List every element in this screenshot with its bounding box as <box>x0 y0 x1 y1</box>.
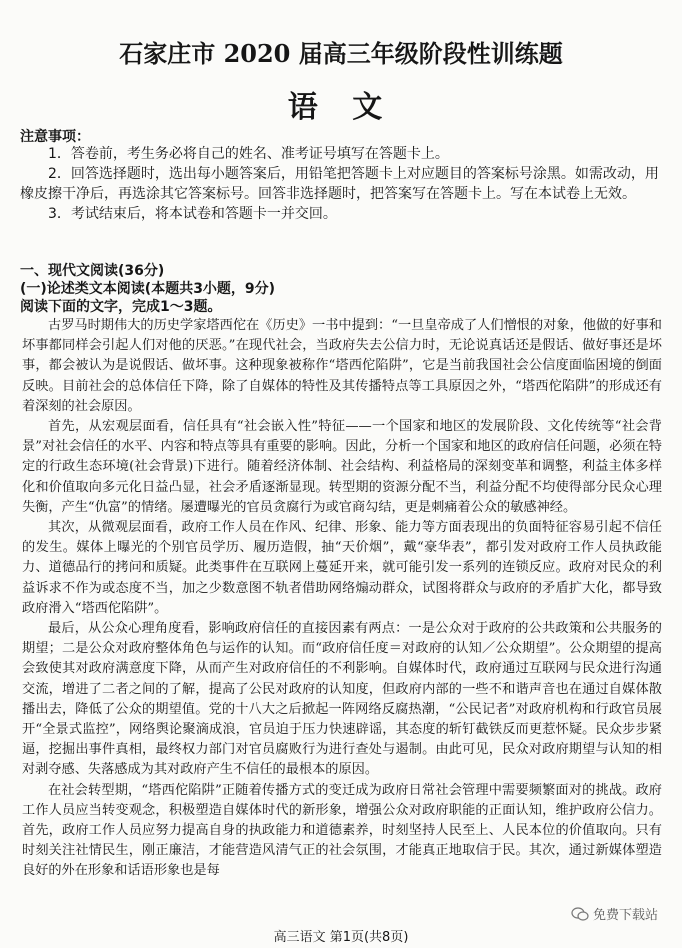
subsection-heading: (一)论述类文本阅读(本题共3小题，9分) <box>20 281 276 297</box>
exam-title: 石家庄市 2020 届高三年级阶段性训练题 <box>119 39 563 68</box>
passage-paragraph: 最后，从公众心理角度看，影响政府信任的直接因素有两点：一是公众对于政府的公共政策和公共服务的期望；二是公众对政府整体角色与运作的认知。而“政府信任度＝对政府的认知／公众期望”。公众期望的提高会致使其对政府满意度下降，从而产生对政府信任的不利影响。自媒体时代，政府通过互联网与民众进行沟通交流，增进了二者之间的了解，提高了公民对政府的认知度，但政府内部的一些不和谐声音也在通过自媒体散播出去，降低了公众的期望值。党的十八大之后掀起一阵网络反腐热潮，“公民记者”对政府机构和行政官员展开“全景式监控”，网络舆论聚滴成浪，官员迫于压力快速辟谣，其态度的斩钉截铁反而更惹怀疑。民众步步紧逼，挖掘出事件真相，最终权力部门对官员腐败行为进行查处与遏制。由此可见，民众对政府期望与认知的相对剥夺感、失落感成为其对政府产生不信任的最根本的原因。 <box>22 621 662 778</box>
page-footer: 高三语文 第1页(共8页) <box>273 930 409 945</box>
passage-paragraph: 在社会转型期，“塔西佗陷阱”正随着传播方式的变迁成为政府日常社会管理中需要频繁面对的挑战。政府工作人员应当转变观念，积极塑造自媒体时代的新形象，增强公众对政府职能的正面认知，维护政府公信力。首先，政府工作人员应努力提高自身的执政能力和道德素养，时刻坚持人民至上、人民本位的价值取向。只有时刻关注社情民生，刚正廉洁，才能营造风清气正的社会氛围，才能真正地取信于民。其次，通过新媒体塑造良好的外在形象和话语形象也是每 <box>22 782 662 879</box>
subject-title: 语 文 <box>287 90 395 125</box>
passage-paragraph: 古罗马时期伟大的历史学家塔西佗在《历史》一书中提到：“一旦皇帝成了人们憎恨的对象，他做的好事和坏事都同样会引起人们对他的厌恶。”在现代社会，当政府失去公信力时，无论说真话还是假话、做好事还是坏事，都会被认为是说假话、做坏事。这种现象被称作“塔西佗陷阱”，它是当前我国社会公信度面临困境的倒面反映。目前社会的总体信任下降，除了自媒体的特性及其传播特点等工具原因之外，“塔西佗陷阱”的形成还有着深刻的社会原因。 <box>22 318 662 414</box>
note-item: 1．答卷前，考生务必将自己的姓名、准考证号填写在答题卡上。 <box>48 146 449 162</box>
wechat-icon <box>571 907 589 921</box>
notes-heading: 注意事项： <box>20 129 90 145</box>
watermark-text: 免费下载站 <box>592 908 658 923</box>
section-heading: 一、现代文阅读(36分) <box>20 263 165 279</box>
passage-paragraph: 首先，从宏观层面看，信任具有“社会嵌入性”特征——一个国家和地区的发展阶段、文化传统等“社会背景”对社会信任的水平、内容和特点等具有重要的影响。因此，分析一个国家和地区的政府信任问题，必须在特定的行政生态环境(社会背景)下进行。随着经济体制、社会结构、利益格局的深刻变革和调整，利益主体多样化和价值取向多元化日益凸显，社会矛盾逐渐显现。转型期的资源分配不当，利益分配不均使得部分民众心理失衡，产生“仇富”的情绪。屡遭曝光的官员贪腐行为或官商勾结，更是刺痛着公众的敏感神经。 <box>22 419 662 515</box>
passage-paragraph: 其次，从微观层面看，政府工作人员在作风、纪律、形象、能力等方面表现出的负面特征容易引起不信任的发生。媒体上曝光的个别官员学历、履历造假，抽“天价烟”，戴“豪华表”，都引发对政府工作人员执政能力、道德品行的拷问和质疑。此类事件在互联网上蔓延开来，就可能引发一系列的连锁反应。政府对民众的利益诉求不作为或态度不当，加之少数意图不轨者借助网络煽动群众，试图将群众与政府的矛盾扩大化，都导致政府滑入“塔西佗陷阱”。 <box>22 520 662 616</box>
notes-list <box>20 144 660 224</box>
note-item: 2．回答选择题时，选出每小题答案后，用铅笔把答题卡上对应题目的答案标号涂黑。如需改动，用橡皮擦干净后，再选涂其它答案标号。回答非选择题时，把答案写在答题卡上。写在本试卷上无效。 <box>20 166 659 202</box>
reading-instruction: 阅读下面的文字，完成1～3题。 <box>20 299 222 315</box>
watermark <box>571 904 658 923</box>
note-item: 3．考试结束后，将本试卷和答题卡一并交回。 <box>48 206 337 222</box>
reading-passage <box>22 316 662 882</box>
